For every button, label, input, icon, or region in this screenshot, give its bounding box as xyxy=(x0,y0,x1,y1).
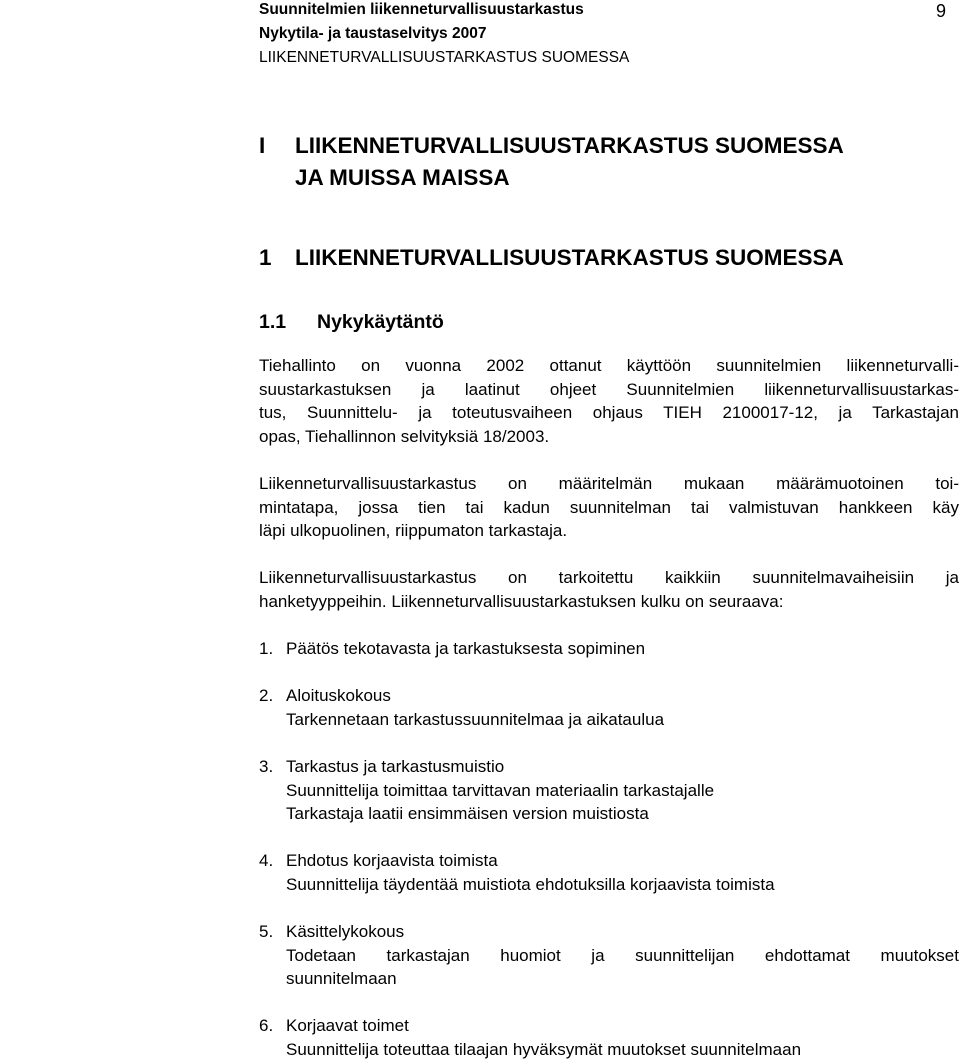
section-heading-number: 1.1 xyxy=(259,311,287,333)
paragraph-line: suustarkastuksen ja laatinut ohjeet Suunnitelmien liikenneturvallisuustarkas- xyxy=(259,379,959,399)
step-title xyxy=(259,849,959,873)
step-title-text: Päätös tekotavasta ja tarkastuksesta sopiminen xyxy=(286,639,646,658)
step-title xyxy=(259,684,959,708)
step-number: 5. xyxy=(259,922,274,941)
running-header-section: LIIKENNETURVALLISUUSTARKASTUS SUOMESSA xyxy=(259,49,630,66)
step-title xyxy=(259,920,959,944)
step-detail: Suunnittelija täydentää muistiota ehdotuksilla korjaavista toimista xyxy=(286,874,775,894)
step-title-text: Käsittelykokous xyxy=(286,922,405,941)
step-title-text: Korjaavat toimet xyxy=(286,1016,409,1035)
step-title-text: Tarkastus ja tarkastusmuistio xyxy=(286,757,505,776)
step-detail: Tarkennetaan tarkastussuunnitelmaa ja aikataulua xyxy=(286,709,665,729)
step-title xyxy=(259,1014,959,1038)
chapter-heading-number: 1 xyxy=(259,245,272,270)
step-detail: Suunnittelija toimittaa tarvittavan materiaalin tarkastajalle xyxy=(286,780,715,800)
paragraph-intro xyxy=(259,354,959,448)
step-item-2 xyxy=(259,684,959,731)
step-detail: Suunnittelija toteuttaa tilaajan hyväksymät muutokset suunnitelmaan xyxy=(286,1039,802,1059)
paragraph-line: Tiehallinto on vuonna 2002 ottanut käyttöön suunnitelmien liikenneturvalli- xyxy=(259,356,959,375)
step-title-text: Aloituskokous xyxy=(286,686,391,705)
step-item-1 xyxy=(259,637,959,661)
step-item-5 xyxy=(259,920,959,991)
step-number: 1. xyxy=(259,639,274,658)
page-number: 9 xyxy=(936,1,947,21)
paragraph-scope xyxy=(259,566,959,613)
part-heading xyxy=(259,130,844,194)
paragraph-line: mintatapa, jossa tien tai kadun suunnitelman tai valmistuvan hankkeen käy xyxy=(259,497,959,517)
paragraph-line: hanketyyppeihin. Liikenneturvallisuustarkastuksen kulku on seuraava: xyxy=(259,591,784,611)
step-number: 6. xyxy=(259,1016,274,1035)
chapter-heading-text: LIIKENNETURVALLISUUSTARKASTUS SUOMESSA xyxy=(295,245,844,270)
part-heading-line2: JA MUISSA MAISSA xyxy=(295,165,510,190)
step-item-3 xyxy=(259,755,959,826)
step-detail: Todetaan tarkastajan huomiot ja suunnittelijan ehdottamat muutokset xyxy=(286,945,959,965)
running-header-title: Suunnitelmien liikenneturvallisuustarkastus xyxy=(259,1,584,18)
step-item-4 xyxy=(259,849,959,896)
step-detail: Tarkastaja laatii ensimmäisen version muistiosta xyxy=(286,804,649,823)
step-number: 2. xyxy=(259,686,274,705)
step-detail: suunnitelmaan xyxy=(286,969,397,988)
part-heading-number: I xyxy=(259,133,266,158)
paragraph-line: Liikenneturvallisuustarkastus on tarkoitettu kaikkiin suunnitelmavaiheisiin ja xyxy=(259,568,959,587)
running-header-subtitle: Nykytila- ja taustaselvitys 2007 xyxy=(259,25,487,42)
step-title xyxy=(259,637,959,661)
paragraph-line: tus, Suunnittelu- ja toteutusvaiheen ohjaus TIEH 2100017-12, ja Tarkastajan xyxy=(259,403,959,422)
paragraph-definition xyxy=(259,472,959,543)
step-item-6 xyxy=(259,1014,959,1061)
step-number: 4. xyxy=(259,851,274,870)
paragraph-line: läpi ulkopuolinen, riippumaton tarkastaja. xyxy=(259,521,568,540)
section-heading xyxy=(259,308,444,336)
step-title xyxy=(259,755,959,779)
section-heading-text: Nykykäytäntö xyxy=(317,311,444,333)
chapter-heading xyxy=(259,242,844,274)
step-number: 3. xyxy=(259,757,274,776)
paragraph-line: Liikenneturvallisuustarkastus on määritelmän mukaan määrämuotoinen toi- xyxy=(259,474,959,493)
part-heading-line1: LIIKENNETURVALLISUUSTARKASTUS SUOMESSA xyxy=(295,133,844,158)
step-title-text: Ehdotus korjaavista toimista xyxy=(286,851,498,870)
paragraph-line: opas, Tiehallinnon selvityksiä 18/2003. xyxy=(259,426,550,446)
